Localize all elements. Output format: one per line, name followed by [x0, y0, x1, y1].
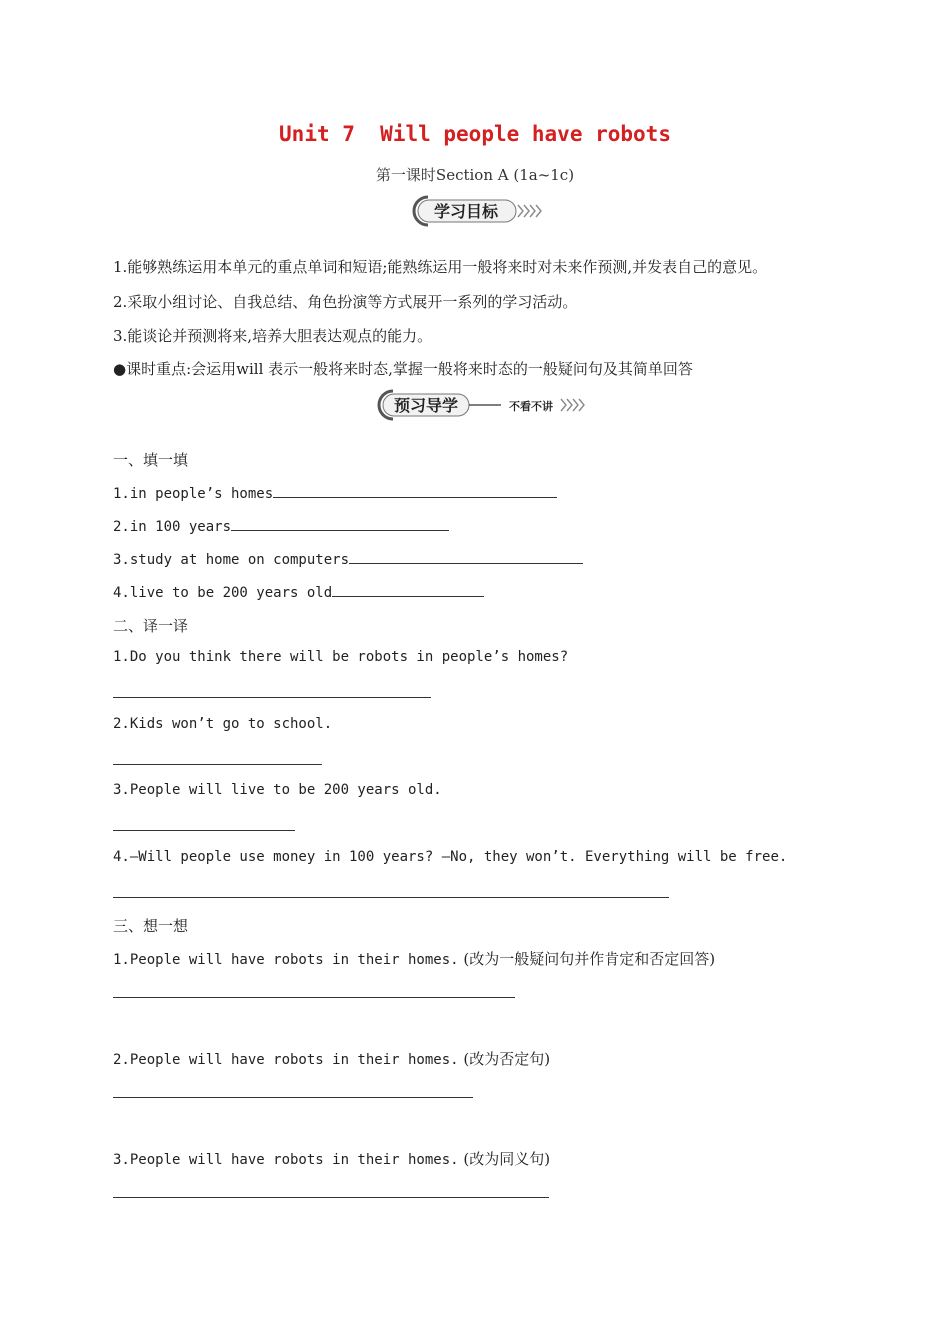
rewrite-item-3-instruction: (改为同义句): [463, 1150, 551, 1168]
preview-banner-art: [371, 387, 591, 423]
objective-2: 2.采取小组讨论、自我总结、角色扮演等方式展开一系列的学习活动。: [113, 293, 578, 311]
fill-item-4-blank[interactable]: [332, 582, 484, 597]
translate-answer-line-4[interactable]: [113, 897, 669, 898]
translate-item-4: 4.—Will people use money in 100 years? —No, they won’t. Everything will be free.: [113, 849, 788, 865]
objectives-banner-label: 学习目标: [433, 202, 499, 221]
objective-1: 1.能够熟练运用本单元的重点单词和短语;能熟练运用一般将来时对未来作预测,并发表自己的意见。: [113, 258, 768, 276]
section2-heading: 二、译一译: [113, 617, 189, 635]
translate-item-2: 2.Kids won’t go to school.: [113, 716, 333, 732]
preview-banner-label: 预习导学: [393, 396, 459, 415]
rewrite-item-3-sentence: 3.People will have robots in their homes.: [113, 1152, 459, 1168]
preview-banner-suffix: 不看不讲: [509, 400, 553, 413]
preview-banner: [371, 387, 591, 423]
section1-heading: 一、填一填: [113, 451, 189, 469]
fill-item-4: [113, 582, 484, 601]
fill-item-4-text: 4.live to be 200 years old: [113, 585, 333, 601]
fill-item-1-text: 1.in people’s homes: [113, 486, 274, 502]
fill-item-3-blank[interactable]: [349, 549, 583, 564]
rewrite-answer-line-3[interactable]: [113, 1197, 549, 1198]
translate-answer-line-2[interactable]: [113, 764, 322, 765]
rewrite-item-1-sentence: 1.People will have robots in their homes.: [113, 952, 459, 968]
rewrite-item-3: [113, 1148, 550, 1169]
rewrite-answer-line-1[interactable]: [113, 997, 515, 998]
objectives-banner: [406, 193, 546, 229]
fill-item-2-blank[interactable]: [231, 516, 449, 531]
translate-answer-line-1[interactable]: [113, 697, 431, 698]
fill-item-2: [113, 516, 449, 535]
rewrite-item-2: [113, 1048, 550, 1069]
lesson-focus: ●课时重点:会运用will 表示一般将来时态,掌握一般将来时态的一般疑问句及其简单回答: [113, 360, 693, 378]
fill-item-1-blank[interactable]: [273, 483, 557, 498]
fill-item-1: [113, 483, 557, 502]
rewrite-answer-line-2[interactable]: [113, 1097, 473, 1098]
fill-item-2-text: 2.in 100 years: [113, 519, 232, 535]
objective-3: 3.能谈论并预测将来,培养大胆表达观点的能力。: [113, 327, 433, 345]
rewrite-item-1: [113, 948, 715, 969]
translate-item-3: 3.People will live to be 200 years old.: [113, 782, 442, 798]
page-title: Unit 7 Will people have robots: [279, 122, 671, 146]
rewrite-item-1-instruction: (改为一般疑问句并作肯定和否定回答): [463, 950, 716, 968]
fill-item-3-text: 3.study at home on computers: [113, 552, 350, 568]
translate-item-1: 1.Do you think there will be robots in people’s homes?: [113, 649, 569, 665]
fill-item-3: [113, 549, 583, 568]
lesson-subtitle: 第一课时Section A (1a~1c): [375, 166, 575, 184]
rewrite-item-2-sentence: 2.People will have robots in their homes.: [113, 1052, 459, 1068]
translate-answer-line-3[interactable]: [113, 830, 295, 831]
rewrite-item-2-instruction: (改为否定句): [463, 1050, 551, 1068]
section3-heading: 三、想一想: [113, 917, 189, 935]
objectives-banner-art: [406, 193, 546, 229]
